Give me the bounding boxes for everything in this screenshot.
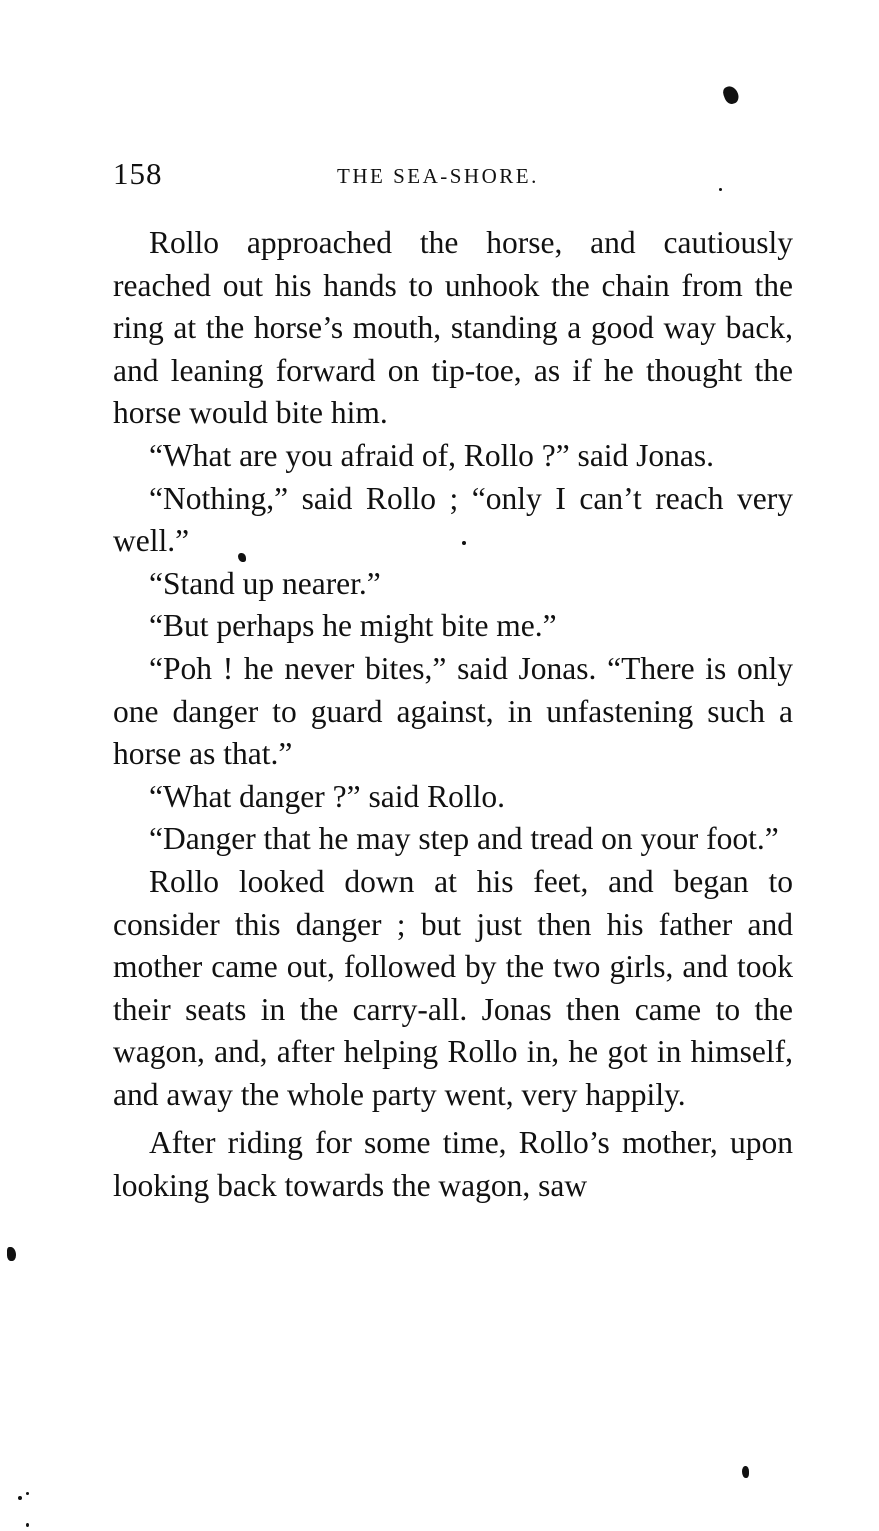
ink-speck-mark [238, 553, 246, 562]
running-head: THE SEA-SHORE. [337, 164, 539, 188]
paragraph: “Poh ! he never bites,” said Jonas. “There is only one danger to guard against, in unfastening such a horse as that.” [113, 650, 793, 772]
ink-speck-mark [7, 1247, 16, 1261]
paragraph: “Danger that he may step and tread on your foot.” [149, 821, 779, 857]
paragraph: “Stand up nearer.” [149, 565, 381, 601]
body-text [113, 222, 793, 1208]
paragraph: “What danger ?” said Rollo. [149, 778, 505, 814]
ink-speck-mark [18, 1496, 22, 1500]
paragraph: Rollo approached the horse, and cautiously reached out his hands to unhook the chain from the ring at the horse’s mouth, standing a good way back, and leaning forward on tip-toe, as if he thought the horse would bite him. [113, 225, 793, 431]
ink-speck-mark [26, 1523, 29, 1527]
paragraph: “But perhaps he might bite me.” [149, 608, 557, 644]
paragraph: “Nothing,” said Rollo ; “only I can’t reach very well.” [113, 480, 793, 559]
ink-speck-mark [721, 84, 740, 106]
ink-speck-mark [26, 1492, 29, 1495]
ink-speck-mark [462, 541, 466, 545]
paragraph: Rollo looked down at his feet, and began to consider this danger ; but just then his father and mother came out, followed by the two girls, and took their seats in the carry-all. Jonas then came to the wagon, and, after helping Rollo in, he got in himself, and away the whole party went, very happily. [113, 863, 793, 1112]
paragraph: “What are you afraid of, Rollo ?” said Jonas. [149, 437, 715, 473]
page-header [113, 154, 793, 194]
paragraph: After riding for some time, Rollo’s mother, upon looking back towards the wagon, saw [113, 1125, 793, 1204]
ink-speck-mark [719, 188, 722, 191]
ink-speck-mark [742, 1466, 749, 1478]
page-number: 158 [113, 156, 163, 191]
